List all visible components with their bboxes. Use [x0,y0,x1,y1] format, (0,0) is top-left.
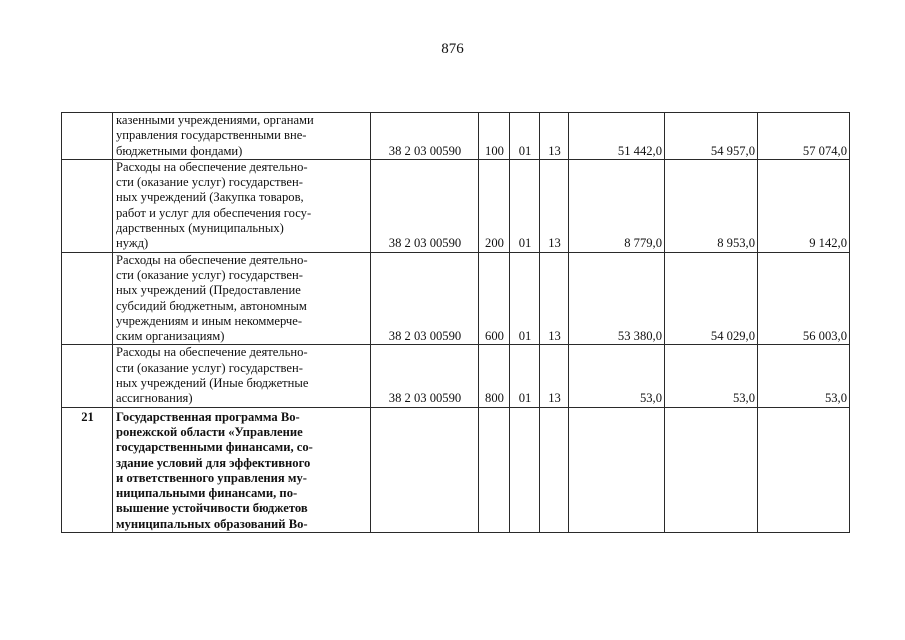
item-name-line: муниципальных образований Во- [116,516,308,531]
item-name-line: ниципальными финансами, по- [116,486,298,501]
item-name-line: ассигнования) [116,391,193,406]
section-cell: 01 [510,345,540,407]
amount-year3-cell: 56 003,0 [758,252,850,345]
item-name-line: сти (оказание услуг) государствен- [116,360,303,375]
item-name-line: ронежской области «Управление [116,424,303,439]
item-name-line: управления государственными вне- [116,128,307,143]
row-number-cell [62,345,113,407]
row-number-cell [62,113,113,160]
item-name-cell [113,407,371,532]
amount-year3-cell: 57 074,0 [758,113,850,160]
table-row [62,113,850,160]
amount-year3-cell: 53,0 [758,345,850,407]
expense-type-cell: 200 [479,159,510,252]
item-name-line: ных учреждений (Иные бюджетные [116,376,309,391]
row-number-cell [62,159,113,252]
item-name-line: Расходы на обеспечение деятельно- [116,159,308,174]
item-name-cell [113,252,371,345]
item-name-line: субсидий бюджетным, автономным [116,298,307,313]
expense-type-cell: 800 [479,345,510,407]
item-name-line: сти (оказание услуг) государствен- [116,175,303,190]
item-name-line: государственными финансами, со- [116,440,313,455]
target-code-cell: 38 2 03 00590 [371,345,479,407]
page-number: 876 [441,41,464,57]
row-number-cell [62,252,113,345]
item-name-line: Государственная программа Во- [116,409,300,424]
amount-year3-cell [758,407,850,532]
amount-year1-cell: 51 442,0 [569,113,665,160]
table-row [62,345,850,407]
item-name-cell [113,113,371,160]
item-name-line: нужд) [116,236,149,251]
table-body [62,113,850,533]
table-row [62,407,850,532]
item-name-line: работ и услуг для обеспечения госу- [116,205,312,220]
expense-type-cell [479,407,510,532]
amount-year3-cell: 9 142,0 [758,159,850,252]
amount-year2-cell [665,407,758,532]
amount-year1-cell: 53 380,0 [569,252,665,345]
amount-year2-cell: 8 953,0 [665,159,758,252]
subsection-cell: 13 [540,345,569,407]
amount-year2-cell: 54 029,0 [665,252,758,345]
item-name-line: сти (оказание услуг) государствен- [116,267,303,282]
item-name-cell [113,345,371,407]
item-name-line: вышение устойчивости бюджетов [116,501,308,516]
target-code-cell: 38 2 03 00590 [371,252,479,345]
subsection-cell: 13 [540,113,569,160]
subsection-cell: 13 [540,159,569,252]
target-code-cell [371,407,479,532]
subsection-cell [540,407,569,532]
target-code-cell: 38 2 03 00590 [371,159,479,252]
item-name-line: бюджетными фондами) [116,143,243,158]
subsection-cell: 13 [540,252,569,345]
item-name-line: ским организациям) [116,329,225,344]
item-name-line: Расходы на обеспечение деятельно- [116,345,308,360]
amount-year1-cell: 8 779,0 [569,159,665,252]
item-name-line: ных учреждений (Предоставление [116,283,301,298]
item-name-line: казенными учреждениями, органами [116,113,314,127]
target-code-cell: 38 2 03 00590 [371,113,479,160]
expense-type-cell: 600 [479,252,510,345]
table-row [62,252,850,345]
amount-year1-cell [569,407,665,532]
expense-type-cell: 100 [479,113,510,160]
amount-year2-cell: 54 957,0 [665,113,758,160]
item-name-line: здание условий для эффективного [116,455,311,470]
section-cell: 01 [510,159,540,252]
item-name-line: и ответственного управления му- [116,470,307,485]
item-name-line: ных учреждений (Закупка товаров, [116,190,304,205]
row-number-cell: 21 [62,407,113,532]
item-name-line: учреждениям и иным некоммерче- [116,313,303,328]
item-name-line: Расходы на обеспечение деятельно- [116,252,308,267]
amount-year2-cell: 53,0 [665,345,758,407]
section-cell: 01 [510,252,540,345]
section-cell: 01 [510,113,540,160]
item-name-cell [113,159,371,252]
table-row [62,159,850,252]
amount-year1-cell: 53,0 [569,345,665,407]
item-name-line: дарственных (муниципальных) [116,221,284,236]
section-cell [510,407,540,532]
budget-table [61,112,850,533]
